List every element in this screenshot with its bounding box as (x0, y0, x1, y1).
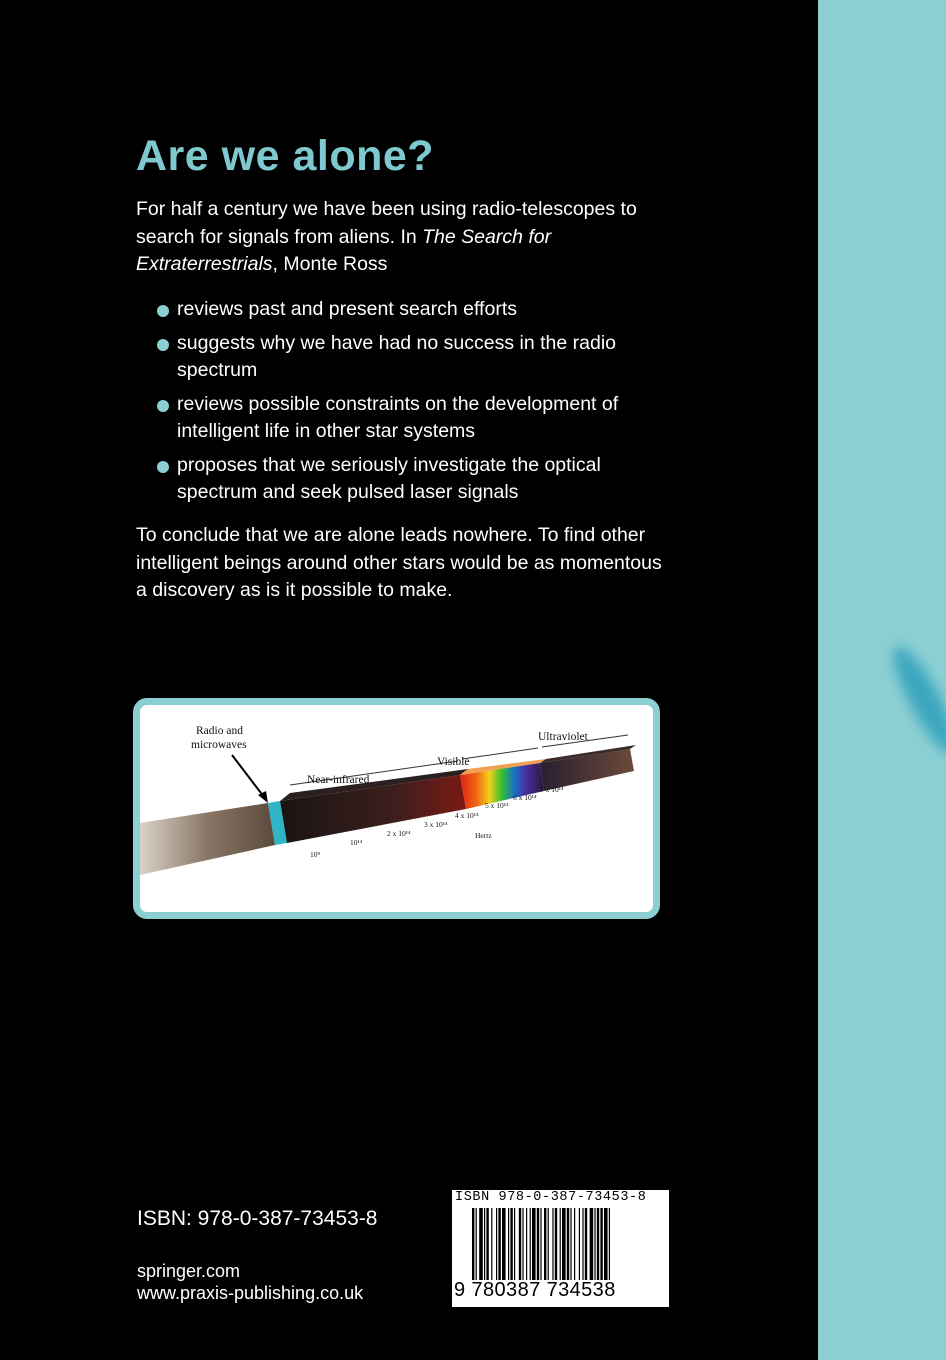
tick-label: 2 x 10¹⁴ (387, 829, 411, 838)
label-ultraviolet: Ultraviolet (538, 731, 588, 743)
barcode-bar (491, 1208, 492, 1280)
barcode-bar (532, 1208, 536, 1280)
barcode-bar (476, 1208, 477, 1280)
website-springer: springer.com (137, 1261, 241, 1281)
tick-label: 6 x 10¹⁴ (513, 793, 537, 802)
list-item-text: reviews past and present search efforts (177, 298, 517, 320)
list-item-text: proposes that we seriously investigate the optical spectrum and seek pulsed laser signals (177, 453, 601, 503)
book-spine (818, 0, 946, 1360)
tick-label: 7 x 10¹⁴ (540, 785, 564, 794)
barcode-bar (560, 1208, 561, 1280)
tick-label: 5 x 10¹⁴ (485, 801, 509, 810)
list-item-text: suggests why we have had no success in the radio spectrum (177, 331, 617, 381)
barcode (452, 1190, 669, 1307)
list-item (156, 296, 676, 324)
barcode-bar (548, 1208, 549, 1280)
feature-list (156, 296, 676, 513)
intro-text-part1: For half a century we have been using radio-telescopes to search for signals from aliens. In (136, 198, 637, 248)
barcode-bar (544, 1208, 546, 1280)
barcode-bar (486, 1208, 488, 1280)
bullet-icon (157, 305, 169, 317)
barcode-bar (522, 1208, 523, 1280)
list-item-text: reviews possible constraints on the development of intelligent life in other star systems (177, 392, 619, 442)
barcode-bar (594, 1208, 595, 1280)
barcode-bar (540, 1208, 541, 1280)
tick-label: 10¹⁴ (350, 838, 363, 847)
arrow-line (232, 755, 264, 797)
barcode-isbn-text: ISBN 978-0-387-73453-8 (455, 1190, 647, 1205)
spectrum-figure (133, 698, 660, 919)
barcode-bar (579, 1208, 580, 1280)
barcode-bar (510, 1208, 512, 1280)
headline: Are we alone? (136, 132, 435, 180)
barcode-bar (498, 1208, 500, 1280)
visible-bracket (462, 748, 538, 759)
barcode-bar (502, 1208, 506, 1280)
barcode-bar (590, 1208, 594, 1280)
arrow-head-icon (258, 791, 268, 803)
intro-paragraph (136, 196, 676, 279)
barcode-bar (519, 1208, 521, 1280)
barcode-bar (562, 1208, 566, 1280)
spectrum-illustration (140, 705, 653, 912)
barcode-bar (570, 1208, 571, 1280)
list-item (156, 391, 676, 446)
tick-label: 4 x 10¹⁴ (455, 811, 479, 820)
barcode-bar (597, 1208, 599, 1280)
conclusion-paragraph: To conclude that we are alone leads nowhere. To find other intelligent beings around other stars would be as momentous a discovery as is it possible to make. (136, 524, 662, 601)
barcode-bar (609, 1208, 610, 1280)
barcode-bar (604, 1208, 608, 1280)
isbn-text: ISBN: 978-0-387-73453-8 (137, 1207, 378, 1230)
label-radio-1: Radio and (196, 725, 243, 737)
barcode-bar (600, 1208, 602, 1280)
barcode-bar (530, 1208, 531, 1280)
radio-band (140, 803, 275, 875)
website-praxis: www.praxis-publishing.co.uk (137, 1283, 364, 1303)
barcode-bar (582, 1208, 583, 1280)
bullet-icon (157, 339, 169, 351)
intro-text-part2: , Monte Ross (272, 253, 388, 275)
spine-decoration (884, 640, 946, 760)
list-item (156, 330, 676, 385)
bullet-icon (157, 400, 169, 412)
barcode-bar (514, 1208, 515, 1280)
label-visible: Visible (437, 756, 470, 768)
barcode-bar (555, 1208, 557, 1280)
label-radio-2: microwaves (191, 739, 247, 751)
barcode-bar (574, 1208, 575, 1280)
barcode-bar (585, 1208, 587, 1280)
unit-label: Hertz (475, 831, 492, 840)
list-item (156, 452, 676, 507)
bullet-icon (157, 461, 169, 473)
tick-label: 10⁹ (310, 850, 321, 859)
barcode-bar (484, 1208, 485, 1280)
barcode-bar (567, 1208, 569, 1280)
book-title: The Search for Extraterrestrials (136, 225, 552, 275)
barcode-bar (508, 1208, 509, 1280)
barcode-digits: 9 780387 734538 (454, 1279, 616, 1301)
label-near-infrared: Near-infrared (307, 774, 370, 786)
tick-label: 3 x 10¹⁴ (424, 820, 448, 829)
barcode-bar (496, 1208, 497, 1280)
barcode-bar (479, 1208, 483, 1280)
barcode-bar (537, 1208, 539, 1280)
barcode-bar (552, 1208, 553, 1280)
barcode-bar (526, 1208, 527, 1280)
barcode-bar (472, 1208, 474, 1280)
